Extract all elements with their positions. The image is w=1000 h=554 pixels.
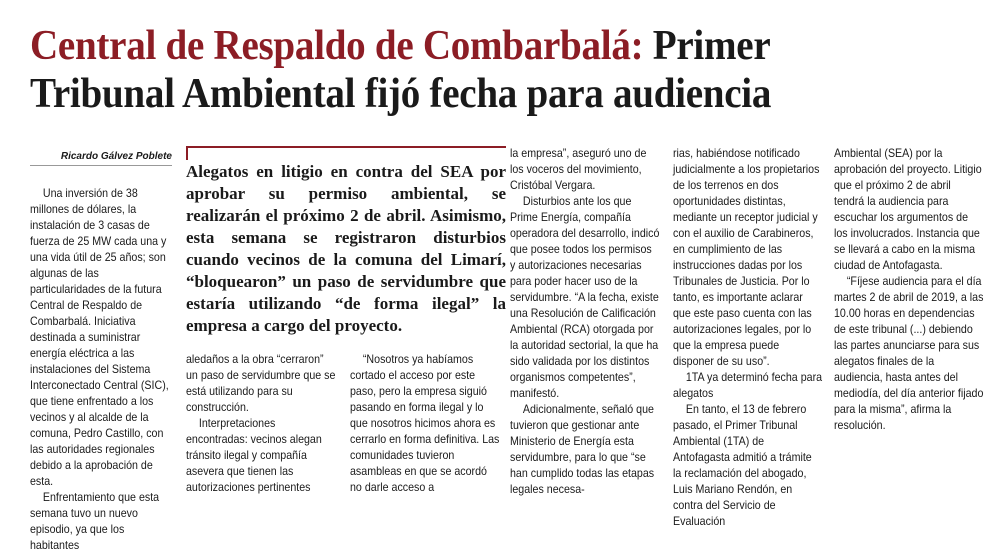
headline (30, 22, 923, 118)
col5-subheading: 1TA ya determinó fecha para alegatos (673, 371, 823, 400)
column-2 (186, 352, 336, 496)
col2-paragraph-2: Interpretaciones encontradas: vecinos alegan tránsito ilegal y compañía asevera que tienen las autorizaciones pertinentes (186, 417, 322, 494)
col2-paragraph-1: aledaños a la obra “cerraron” un paso de servidumbre que se está utilizando para su construcción. (186, 353, 336, 414)
lead-paragraph: Alegatos en litigio en contra del SEA por aprobar su permiso ambiental, se realizarán el próximo 2 de abril. Asimismo, esta semana se registraron disturbios cuando vecinos de la comuna del Limarí, “bloquearon” un paso de servidumbre que estaría utilizando “de forma ilegal” la empresa a cargo del proyecto. (186, 162, 506, 335)
col6-paragraph-1: Ambiental (SEA) por la aprobación del proyecto. Litigio que el próximo 2 de abril tendrá la audiencia para escuchar los argumentos de los involucrados. Instancia que se llevará a cabo en la misma ciudad de Antofagasta. (834, 147, 982, 272)
col5-paragraph-1: rias, habiéndose notificado judicialmente a los propietarios de los terrenos en dos oportunidades distintas, mediante un receptor judicial y con el auxilio de Carabineros, en cumplimiento de las instrucciones dadas por los Tribunales de Justicia. Por lo tanto, es importante aclarar que este paso cuenta con las autorizaciones legales, por lo que la empresa puede disponer de su uso”. (673, 147, 820, 368)
col4-paragraph-2: Disturbios ante los que Prime Energía, compañía operadora del desarrollo, indicó que posee todos los permisos y autorizaciones necesarias para poder hacer uso de la servidumbre. “A la fecha, existe una Resolución de Calificación Ambiental (RCA) otorgada por la autoridad sectorial, la que ha sido validada por los distintos organismos competentes”, manifestó. (510, 195, 660, 400)
col5-paragraph-2: En tanto, el 13 de febrero pasado, el Primer Tribunal Ambiental (1TA) de Antofagasta admitió a trámite la reclamación del abogado, Luis Mariano Rendón, en contra del Servicio de Evaluación (673, 403, 812, 528)
col4-paragraph-1: la empresa”, aseguró uno de los voceros del movimiento, Cristóbal Vergara. (510, 147, 647, 192)
headline-line-1 (30, 22, 923, 70)
col4-paragraph-3: Adicionalmente, señaló que tuvieron que gestionar ante Ministerio de Energía esta servidumbre, para lo que “se han cumplido todas las etapas legales necesa- (510, 403, 655, 496)
col3-paragraph-1: “Nosotros ya habíamos cortado el acceso por este paso, pero la empresa siguió pasando en forma ilegal y lo que nosotros hicimos ahora es cerrarlo en forma definitiva. Las comunidades tuvieron asambleas en que se acordó no darle acceso a (350, 353, 500, 494)
lead-rule-vertical (186, 146, 188, 160)
col1-paragraph-2: Enfrentamiento que esta semana tuvo un nuevo episodio, ya que los habitantes (30, 491, 160, 552)
column-5 (673, 146, 823, 530)
headline-red-part: Central de Respaldo de Combarbalá: (30, 23, 644, 69)
column-4 (510, 146, 660, 498)
col1-paragraph-1: Una inversión de 38 millones de dólares, la instalación de 3 casas de fuerza de 25 MW cada una y una vida útil de 25 años; son algunas de las particularidades de la futura Central de Respaldo de Combarbalá. Iniciativa destinada a suministrar energía eléctrica a las instalaciones del Sistema Interconectado Central (SIC), que tiene enfrentado a los vecinos y al alcalde de la comuna, Pedro Castillo, con las autoridades regionales debido a la aprobación de esta. (30, 187, 169, 488)
headline-line-2: Tribunal Ambiental fijó fecha para audiencia (30, 71, 772, 117)
column-6 (834, 146, 984, 434)
headline-black-part-1: Primer (652, 23, 771, 69)
column-3 (350, 352, 500, 496)
col6-paragraph-2: “Fíjese audiencia para el día martes 2 de abril de 2019, a las 10.00 horas en dependencias de este tribunal (...) debiendo las partes anunciarse para sus alegatos finales de la audiencia, hasta antes del mediodía, del día anterior fijado para la misma”, afirma la resolución. (834, 275, 984, 432)
lead-rule-horizontal (186, 146, 506, 148)
byline: Ricardo Gálvez Poblete (30, 151, 172, 166)
column-1 (30, 186, 174, 554)
